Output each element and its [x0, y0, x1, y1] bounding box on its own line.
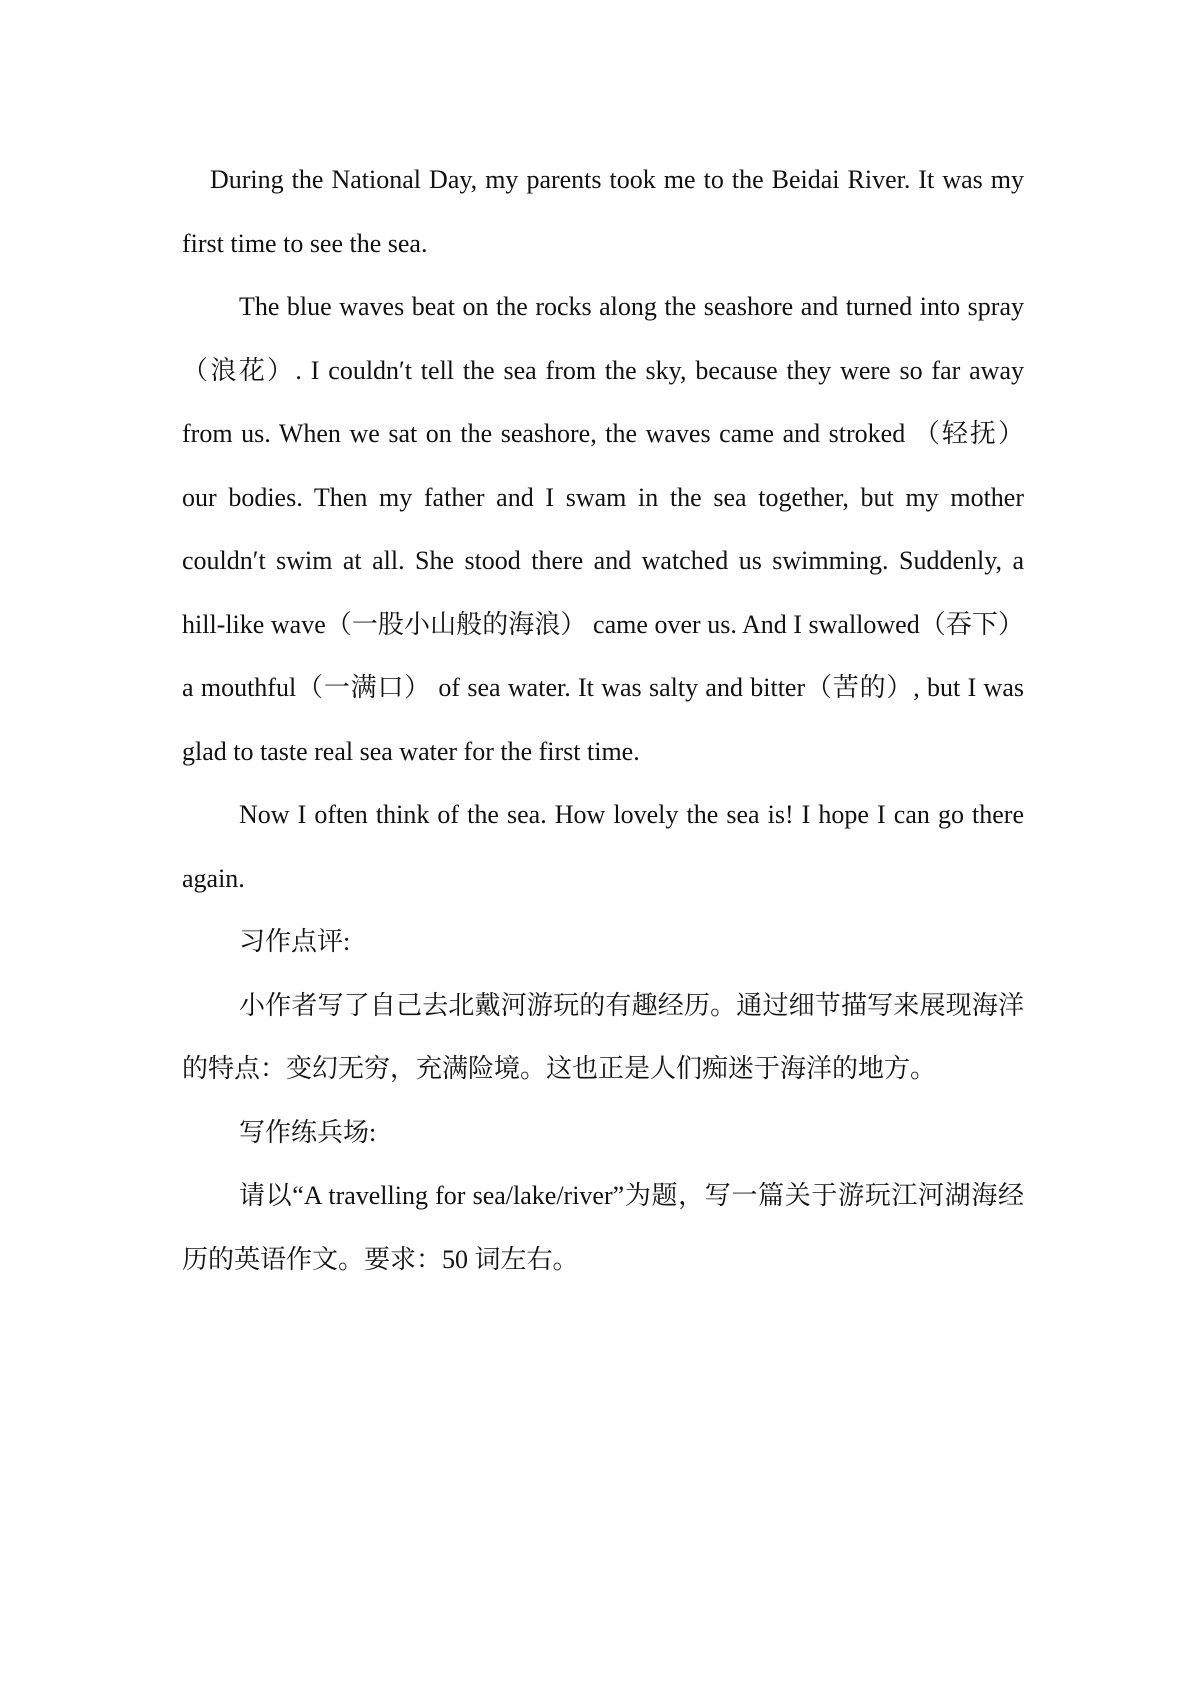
comment-heading: 习作点评:	[239, 927, 351, 956]
practice-text: 请以“A travelling for sea/lake/river”为题，写一篇关于游玩江河湖海经历的英语作文。要求：50 词左右。	[182, 1181, 1024, 1274]
essay-paragraph-3: Now I often think of the sea. How lovely the sea is! I hope I can go there again.	[182, 800, 1024, 893]
essay-paragraph-2: The blue waves beat on the rocks along the seashore and turned into spray（浪花）. I couldn′t tell the sea from the sky, because they were so far away from us. When we sat on the seashore, the waves came and stroked （轻抚） our bodies. Then my father and I swam in the sea together, but my mother couldn′t swim at all. She stood there and watched us swimming. Suddenly, a hill-like wave（一股小山般的海浪） came over us. And I swallowed（吞下） a mouthful（一满口） of sea water. It was salty and bitter（苦的）, but I was glad to taste real sea water for the first time.	[182, 292, 1024, 766]
essay-paragraph-1: During the National Day, my parents took me to the Beidai River. It was my first time to see the sea.	[182, 165, 1024, 258]
document-body	[182, 148, 1024, 1291]
practice-heading: 写作练兵场:	[239, 1117, 377, 1147]
comment-text: 小作者写了自己去北戴河游玩的有趣经历。通过细节描写来展现海洋的特点：变幻无穷，充满险境。这也正是人们痴迷于海洋的地方。	[182, 990, 1024, 1083]
